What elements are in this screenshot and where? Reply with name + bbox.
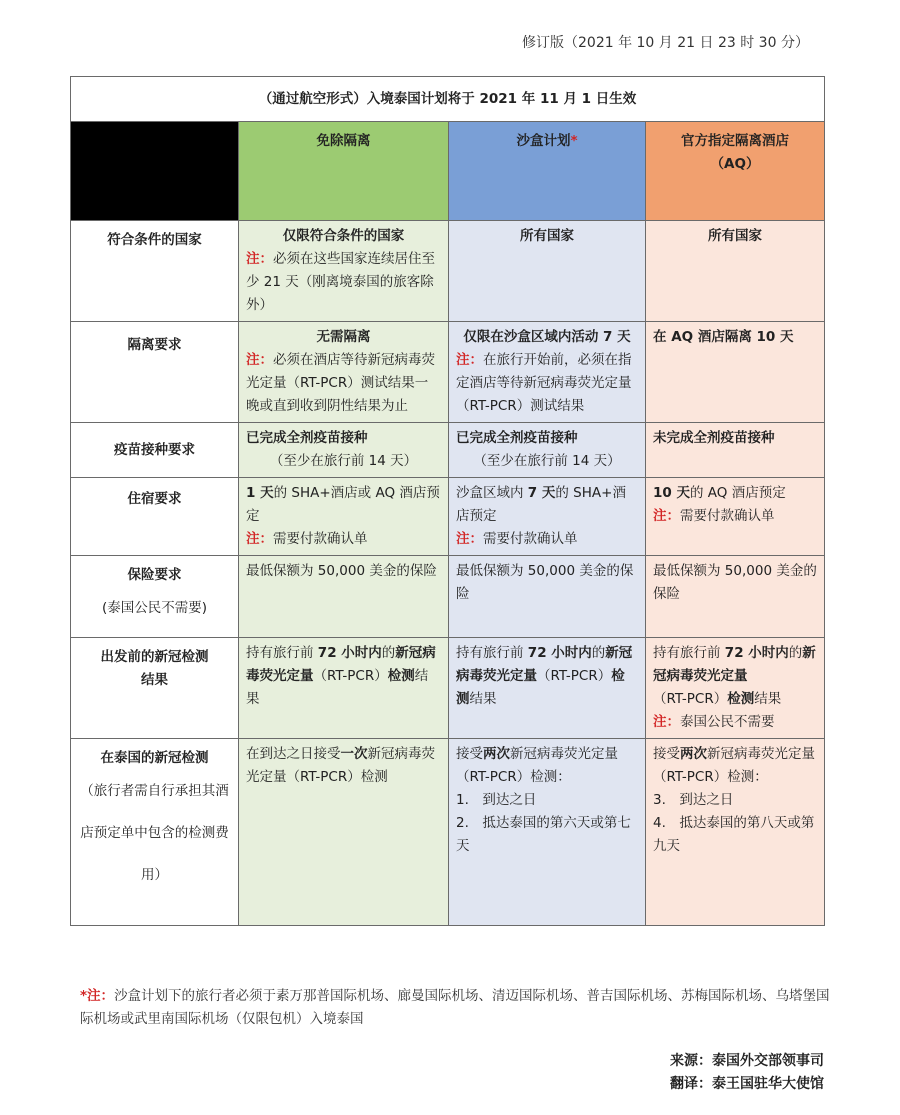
cell-eligibility-sandbox: 所有国家 [449, 221, 646, 322]
table-title: （通过航空形式）入境泰国计划将于 2021 年 11 月 1 日生效 [71, 77, 825, 122]
header-aq: 官方指定隔离酒店 （AQ） [646, 122, 825, 221]
cell-accommodation-exemption: 1 天的 SHA+酒店或 AQ 酒店预定 注：需要付款确认单 [239, 478, 449, 556]
row-label-intest: 在泰国的新冠检测 （旅行者需自行承担其酒店预定单中包含的检测费用） [71, 739, 239, 926]
footnote [80, 985, 830, 1031]
row-label-pretest: 出发前的新冠检测 结果 [71, 638, 239, 739]
header-sandbox: 沙盒计划* [449, 122, 646, 221]
cell-quarantine-exemption: 无需隔离 注：必须在酒店等待新冠病毒荧光定量（RT-PCR）测试结果一晚或直到收到阴性结果为止 [239, 322, 449, 423]
cell-vaccine-sandbox: 已完成全剂疫苗接种 （至少在旅行前 14 天） [449, 423, 646, 478]
footnote-label: *注： [80, 988, 115, 1004]
cell-pretest-exemption: 持有旅行前 72 小时内的新冠病毒荧光定量（RT-PCR）检测结果 [239, 638, 449, 739]
table-row [71, 423, 825, 478]
cell-insurance-exemption: 最低保额为 50,000 美金的保险 [239, 556, 449, 638]
cell-intest-exemption: 在到达之日接受一次新冠病毒荧光定量（RT-PCR）检测 [239, 739, 449, 926]
table-row [71, 556, 825, 638]
sandbox-asterisk: * [570, 133, 578, 149]
cell-insurance-aq: 最低保额为 50,000 美金的保险 [646, 556, 825, 638]
cell-insurance-sandbox: 最低保额为 50,000 美金的保险 [449, 556, 646, 638]
header-exemption: 免除隔离 [239, 122, 449, 221]
table-row [71, 221, 825, 322]
cell-accommodation-aq: 10 天的 AQ 酒店预定 注：需要付款确认单 [646, 478, 825, 556]
cell-quarantine-aq: 在 AQ 酒店隔离 10 天 [646, 322, 825, 423]
cell-vaccine-aq: 未完成全剂疫苗接种 [646, 423, 825, 478]
table-row [71, 478, 825, 556]
row-label-quarantine: 隔离要求 [71, 322, 239, 423]
source-credits [670, 1050, 824, 1096]
row-label-vaccine: 疫苗接种要求 [71, 423, 239, 478]
cell-eligibility-aq: 所有国家 [646, 221, 825, 322]
translation-line: 翻译：泰王国驻华大使馆 [670, 1076, 824, 1092]
footnote-text: 沙盒计划下的旅行者必须于素万那普国际机场、廊曼国际机场、清迈国际机场、普吉国际机场、苏梅国际机场、乌塔堡国际机场或武里南国际机场（仅限包机）入境泰国 [80, 988, 830, 1027]
cell-eligibility-exemption: 仅限符合条件的国家 注：必须在这些国家连续居住至少 21 天（刚离境泰国的旅客除外） [239, 221, 449, 322]
cell-pretest-sandbox: 持有旅行前 72 小时内的新冠病毒荧光定量（RT-PCR）检测结果 [449, 638, 646, 739]
cell-intest-aq: 接受两次新冠病毒荧光定量（RT-PCR）检测： 3. 到达之日 4. 抵达泰国的第八天或第九天 [646, 739, 825, 926]
table-row [71, 739, 825, 926]
table-row [71, 638, 825, 739]
cell-vaccine-exemption: 已完成全剂疫苗接种 （至少在旅行前 14 天） [239, 423, 449, 478]
cell-quarantine-sandbox: 仅限在沙盒区域内活动 7 天 注：在旅行开始前，必须在指定酒店等待新冠病毒荧光定量（RT-PCR）测试结果 [449, 322, 646, 423]
cell-accommodation-sandbox: 沙盒区域内 7 天的 SHA+酒店预定 注：需要付款确认单 [449, 478, 646, 556]
source-line: 来源：泰国外交部领事司 [670, 1053, 824, 1069]
table-row [71, 322, 825, 423]
cell-intest-sandbox: 接受两次新冠病毒荧光定量（RT-PCR）检测： 1. 到达之日 2. 抵达泰国的第六天或第七天 [449, 739, 646, 926]
row-label-insurance: 保险要求 (泰国公民不需要) [71, 556, 239, 638]
corner-cell [71, 122, 239, 221]
row-label-accommodation: 住宿要求 [71, 478, 239, 556]
entry-plan-table [70, 76, 825, 926]
row-label-eligibility: 符合条件的国家 [71, 221, 239, 322]
cell-pretest-aq: 持有旅行前 72 小时内的新冠病毒荧光定量（RT-PCR）检测结果 注：泰国公民不需要 [646, 638, 825, 739]
revision-date: 修订版（2021 年 10 月 21 日 23 时 30 分） [522, 35, 809, 51]
